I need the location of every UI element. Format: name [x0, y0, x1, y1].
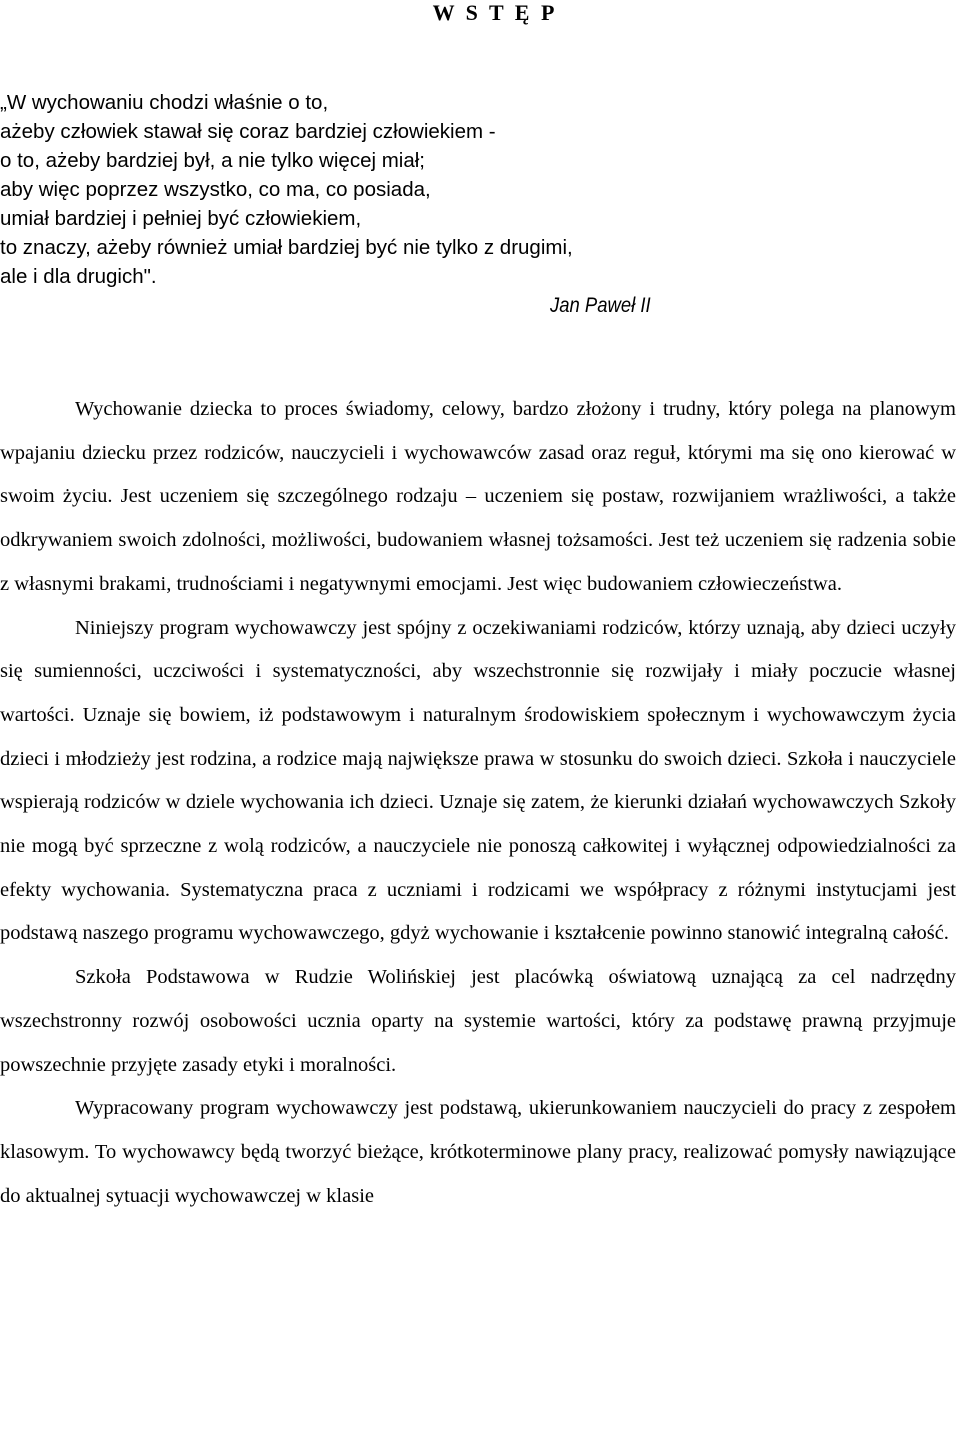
paragraph-school-mission: Szkoła Podstawowa w Rudzie Wolińskiej jest placówką oświatową uznającą za cel nadrzędny wszechstronny rozwój osobowości ucznia oparty na systemie wartości, który za podstawę prawną przyjmuje powszechnie przyjęte zasady etyki i moralności.: [0, 966, 956, 1076]
paragraph-upbringing-definition: Wychowanie dziecka to proces świadomy, celowy, bardzo złożony i trudny, który polega na planowym wpajaniu dziecku przez rodziców, nauczycieli i wychowawców zasad oraz reguł, którymi ma się ono kierować w swoim życiu. Jest uczeniem się szczególnego rodzaju – uczeniem się postaw, rozwijaniem wrażliwości, a także odkrywaniem swoich zdolności, możliwości, budowaniem własnej tożsamości. Jest też uczeniem się radzenia sobie z własnymi brakami, trudnościami i negatywnymi emocjami. Jest więc budowaniem człowieczeństwa.: [0, 398, 956, 595]
quote-line: ale i dla drugich".: [0, 265, 157, 288]
quote-line: umiał bardziej i pełniej być człowiekiem,: [0, 207, 362, 230]
paragraph-program-consistency: Niniejszy program wychowawczy jest spójny z oczekiwaniami rodziców, którzy uznają, aby dzieci uczyły się sumienności, uczciwości i systematyczności, aby wszechstronnie się rozwijały i miały poczucie własnej wartości. Uznaje się bowiem, iż podstawowym i naturalnym środowiskiem społecznym i wychowawczym życia dzieci i młodzieży jest rodzina, a rodzice mają największe prawa w stosunku do swoich dzieci. Szkoła i nauczyciele wspierają rodziców w dziele wychowania ich dzieci. Uznaje się zatem, że kierunki działań wychowawczych Szkoły nie mogą być sprzeczne z wolą rodziców, a nauczyciele nie ponoszą całkowitej i wyłącznej odpowiedzialności za efekty wychowania. Systematyczna praca z uczniami i rodzicami we współpracy z różnymi instytucjami jest podstawą naszego programu wychowawczego, gdyż wychowanie i kształcenie powinno stanowić integralną całość.: [0, 616, 956, 945]
quote-line: ażeby człowiek stawał się coraz bardziej człowiekiem -: [0, 120, 496, 143]
epigraph-quote: [0, 88, 760, 291]
quote-line: o to, ażeby bardziej był, a nie tylko więcej miał;: [0, 149, 426, 172]
quote-line: aby więc poprzez wszystko, co ma, co posiada,: [0, 178, 431, 201]
paragraph-program-basis: Wypracowany program wychowawczy jest podstawą, ukierunkowaniem nauczycieli do pracy z zespołem klasowym. To wychowawcy będą tworzyć bieżące, krótkoterminowe plany pracy, realizować pomysły nawiązujące do aktualnej sytuacji wychowawczej w klasie: [0, 1097, 956, 1207]
document-body: [0, 388, 956, 1218]
page-title: W S T Ę P: [432, 0, 558, 25]
quote-line: „W wychowaniu chodzi właśnie o to,: [0, 91, 329, 114]
quote-line: to znaczy, ażeby również umiał bardziej być nie tylko z drugimi,: [0, 236, 573, 259]
quote-author: Jan Paweł II: [550, 294, 651, 317]
